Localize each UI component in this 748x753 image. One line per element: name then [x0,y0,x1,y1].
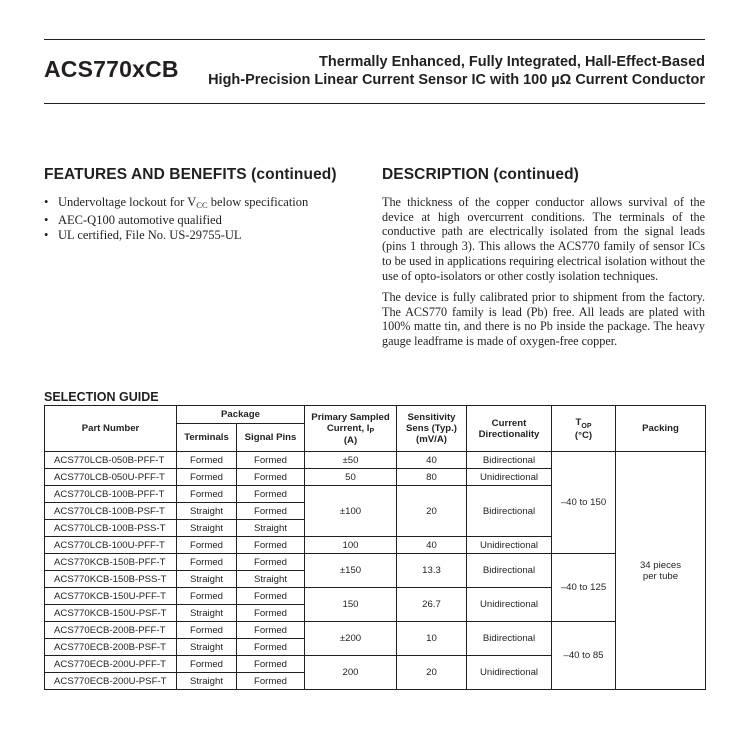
sensitivity-cell: 40 [397,537,467,554]
terminals-cell: Formed [177,554,237,571]
temperature-cell: –40 to 150 [552,452,616,554]
header-package: Package [177,406,305,424]
current-cell: 200 [305,656,397,690]
part-number-cell: ACS770KCB-150U-PFF-T [45,588,177,605]
part-number-cell: ACS770LCB-100B-PSS-T [45,520,177,537]
header-current-directionality: Current Directionality [467,406,552,452]
directionality-cell: Unidirectional [467,469,552,486]
header-primary-current: Primary Sampled Current, $I_P$ (A) [305,406,397,452]
part-number-cell: ACS770ECB-200U-PSF-T [45,673,177,690]
signal-pins-cell: Straight [237,571,305,588]
part-number-title: ACS770xCB [44,56,179,82]
description-heading: DESCRIPTION (continued) [382,166,579,183]
terminals-cell: Straight [177,605,237,622]
feature-item: • Undervoltage lockout for $V_{CC}$ below specification [44,195,344,213]
sensitivity-cell: 80 [397,469,467,486]
terminals-cell: Formed [177,452,237,469]
header-operating-temperature: $T_{OP}$ (°C) [552,406,616,452]
directionality-cell: Bidirectional [467,452,552,469]
signal-pins-cell: Formed [237,673,305,690]
terminals-cell: Formed [177,622,237,639]
directionality-cell: Bidirectional [467,622,552,656]
current-cell: ±100 [305,486,397,537]
table-row [45,452,706,469]
signal-pins-cell: Formed [237,639,305,656]
current-cell: ±50 [305,452,397,469]
signal-pins-cell: Formed [237,537,305,554]
part-number-cell: ACS770ECB-200U-PFF-T [45,656,177,673]
part-number-cell: ACS770LCB-050U-PFF-T [45,469,177,486]
packing-cell: 34 pieces per tube [616,452,706,690]
directionality-cell: Unidirectional [467,656,552,690]
feature-item: • UL certified, File No. US-29755-UL [44,228,344,243]
signal-pins-cell: Formed [237,554,305,571]
signal-pins-cell: Formed [237,452,305,469]
terminals-cell: Formed [177,537,237,554]
current-cell: ±200 [305,622,397,656]
signal-pins-cell: Formed [237,503,305,520]
current-cell: 50 [305,469,397,486]
header-top-rule [44,39,705,40]
directionality-cell: Unidirectional [467,588,552,622]
directionality-cell: Unidirectional [467,537,552,554]
part-number-cell: ACS770LCB-050B-PFF-T [45,452,177,469]
header-packing: Packing [616,406,706,452]
selection-guide-table [44,405,706,690]
terminals-cell: Formed [177,588,237,605]
features-heading: FEATURES AND BENEFITS (continued) [44,166,337,183]
description-paragraph: The thickness of the copper conductor allows survival of the device at high overcurrent conditions. The terminals of the conductive path are electrically isolated from the signal leads (pins 1 through 3). This allows the ACS770 family of sensor ICs to be used in applications requiring electrical isolation without the use of opto-isolators or other costly isolation techniques. [382,195,705,283]
terminals-cell: Formed [177,469,237,486]
document-subtitle-line-1: Thermally Enhanced, Fully Integrated, Hall-Effect-Based [319,54,705,70]
sensitivity-cell: 10 [397,622,467,656]
signal-pins-cell: Formed [237,605,305,622]
current-cell: ±150 [305,554,397,588]
current-cell: 100 [305,537,397,554]
part-number-cell: ACS770KCB-150B-PFF-T [45,554,177,571]
part-number-cell: ACS770ECB-200B-PSF-T [45,639,177,656]
signal-pins-cell: Straight [237,520,305,537]
sensitivity-cell: 13.3 [397,554,467,588]
temperature-cell: –40 to 85 [552,622,616,690]
features-list [44,195,344,243]
selection-guide-heading: SELECTION GUIDE [44,390,159,404]
part-number-cell: ACS770LCB-100U-PFF-T [45,537,177,554]
header-bottom-rule [44,103,705,104]
header-sensitivity: Sensitivity Sens (Typ.) (mV/A) [397,406,467,452]
signal-pins-cell: Formed [237,588,305,605]
table-row [45,622,706,639]
directionality-cell: Bidirectional [467,554,552,588]
part-number-cell: ACS770KCB-150B-PSS-T [45,571,177,588]
part-number-cell: ACS770ECB-200B-PFF-T [45,622,177,639]
current-cell: 150 [305,588,397,622]
sensitivity-cell: 26.7 [397,588,467,622]
terminals-cell: Straight [177,503,237,520]
terminals-cell: Straight [177,639,237,656]
terminals-cell: Straight [177,571,237,588]
table-row [45,554,706,571]
signal-pins-cell: Formed [237,486,305,503]
document-subtitle-line-2: High-Precision Linear Current Sensor IC with 100 µΩ Current Conductor [208,72,705,88]
signal-pins-cell: Formed [237,622,305,639]
description-paragraph: The device is fully calibrated prior to shipment from the factory. The ACS770 family is lead (Pb) free. All leads are plated with 100% matte tin, and there is no Pb inside the package. The heavy gauge leadframe is made of oxygen-free copper. [382,290,705,349]
directionality-cell: Bidirectional [467,486,552,537]
header-signal-pins: Signal Pins [237,424,305,452]
temperature-cell: –40 to 125 [552,554,616,622]
part-number-cell: ACS770KCB-150U-PSF-T [45,605,177,622]
header-part-number: Part Number [45,406,177,452]
terminals-cell: Straight [177,520,237,537]
terminals-cell: Formed [177,656,237,673]
terminals-cell: Straight [177,673,237,690]
feature-item: • AEC-Q100 automotive qualified [44,213,344,228]
sensitivity-cell: 40 [397,452,467,469]
signal-pins-cell: Formed [237,469,305,486]
part-number-cell: ACS770LCB-100B-PSF-T [45,503,177,520]
signal-pins-cell: Formed [237,656,305,673]
terminals-cell: Formed [177,486,237,503]
part-number-cell: ACS770LCB-100B-PFF-T [45,486,177,503]
header-terminals: Terminals [177,424,237,452]
sensitivity-cell: 20 [397,656,467,690]
sensitivity-cell: 20 [397,486,467,537]
